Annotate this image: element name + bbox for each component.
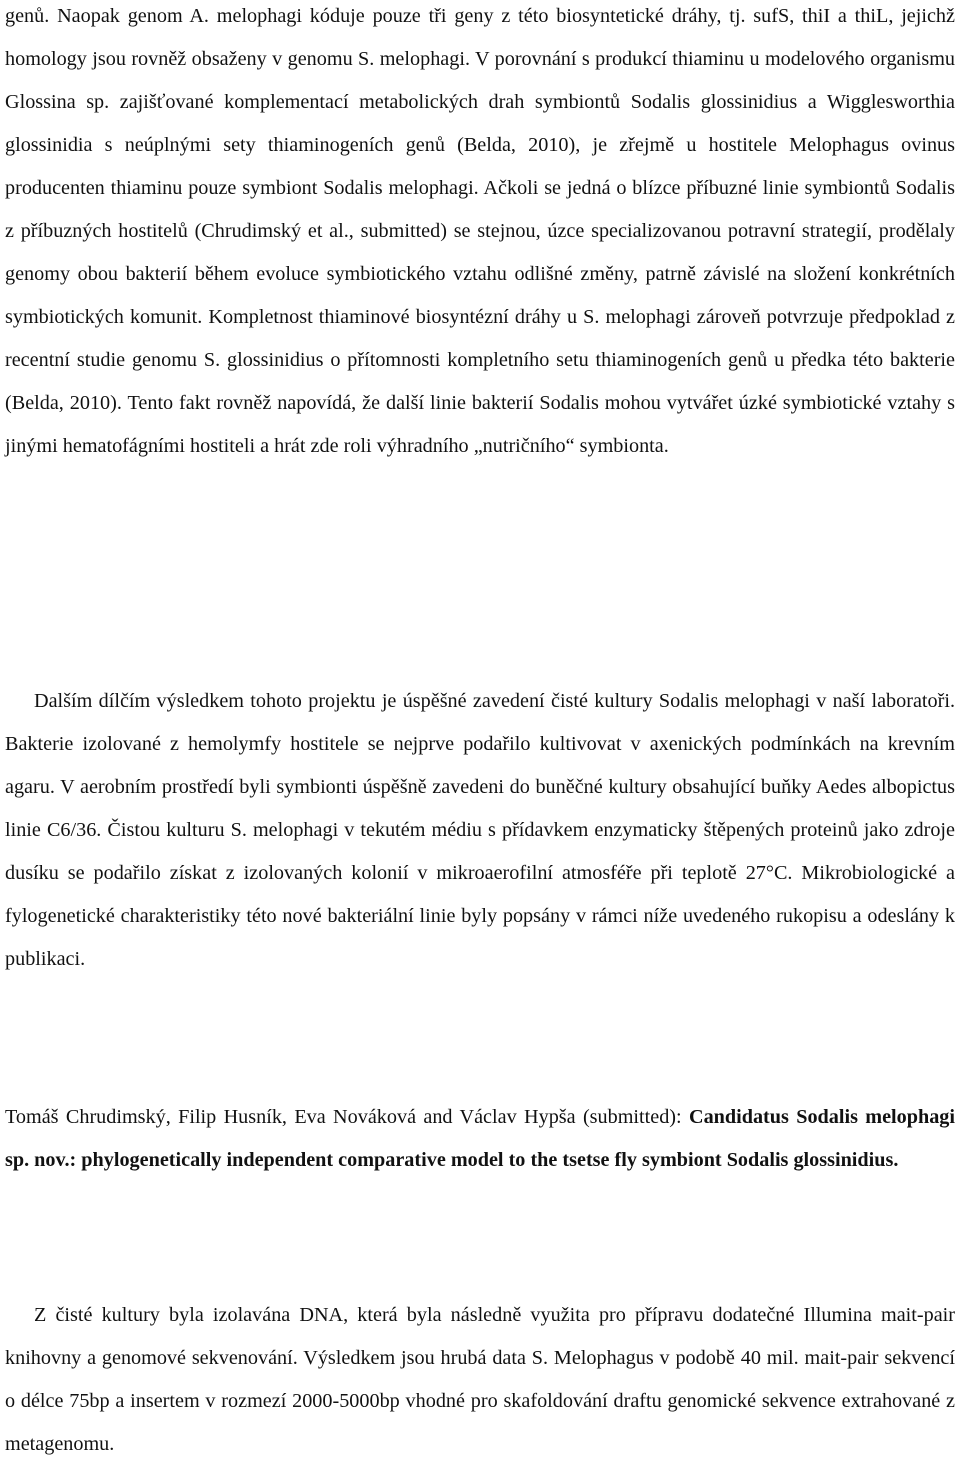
paragraph-dna-sequencing: Z čisté kultury byla izolavána DNA, která byla následně využita pro přípravu dodatečné Illumina mait-pair knihovny a genomové sekvenování. Výsledkem jsou hrubá data S. Melophagus v podobě 40 mil. mait-pair sekvencí o délce 75bp a insertem v rozmezí 2000-5000bp vhodné pro skafoldování draftu genomické sekvence extrahované z metagenomu. bbox=[5, 1304, 955, 1455]
paragraph-culture-establishment: Dalším dílčím výsledkem tohoto projektu je úspěšné zavedení čisté kultury Sodalis melophagi v naší laboratoři. Bakterie izolované z hemolymfy hostitele se nejprve podařilo kultivovat v axenických podmínkách na krevním agaru. V aerobním prostředí byli symbionti úspěšně zavedeni do buněčné kultury obsahující buňky Aedes albopictus linie C6/36. Čistou kulturu S. melophagi v tekutém médiu s přídavkem enzymaticky štěpených proteinů jako zdroje dusíku se podařilo získat z izolovaných kolonií v mikroaerofilní atmosféře při teplotě 27°C. Mikrobiologické a fylogenetické charakteristiky této nové bakteriální linie byly popsány v rámci níže uvedeného rukopisu a odeslány k publikaci. bbox=[5, 690, 955, 970]
paragraph-manuscript-citation bbox=[5, 1096, 955, 1182]
citation-title: Candidatus Sodalis melophagi sp. nov.: phylogenetically independent comparative model to the tsetse fly symbiont Sodalis glossinidius. bbox=[5, 1106, 956, 1171]
paragraph-thiamine-comparison: genů. Naopak genom A. melophagi kóduje pouze tři geny z této biosyntetické dráhy, tj. sufS, thiI a thiL, jejichž homology jsou rovněž obsaženy v genomu S. melophagi. V porovnání s produkcí thiaminu u modelového organismu Glossina sp. zajišťované komplementací metabolických drah symbiontů Sodalis glossinidius a Wigglesworthia glossinidia s neúplnými sety thiaminogeních genů (Belda, 2010), je zřejmě u hostitele Melophagus ovinus producenten thiaminu pouze symbiont Sodalis melophagi. Ačkoli se jedná o blízce příbuzné linie symbiontů Sodalis z příbuzných hostitelů (Chrudimský et al., submitted) se stejnou, úzce specializovanou potravní strategií, prodělaly genomy obou bakterií během evoluce symbiotického vztahu odlišné změny, patrně závislé na složení konkrétních symbiotických komunit. Kompletnost thiaminové biosyntézní dráhy u S. melophagi zároveň potvrzuje předpoklad z recentní studie genomu S. glossinidius o přítomnosti kompletního setu thiaminogeních genů u předka této bakterie (Belda, 2010). Tento fakt rovněž napovídá, že další linie bakterií Sodalis mohou vytvářet úzké symbiotické vztahy s jinými hematofágními hostiteli a hrát zde roli výhradního „nutričního“ symbionta. bbox=[5, 5, 955, 457]
citation-authors: Tomáš Chrudimský, Filip Husník, Eva Nováková and Václav Hypša (submitted): bbox=[5, 1106, 689, 1128]
